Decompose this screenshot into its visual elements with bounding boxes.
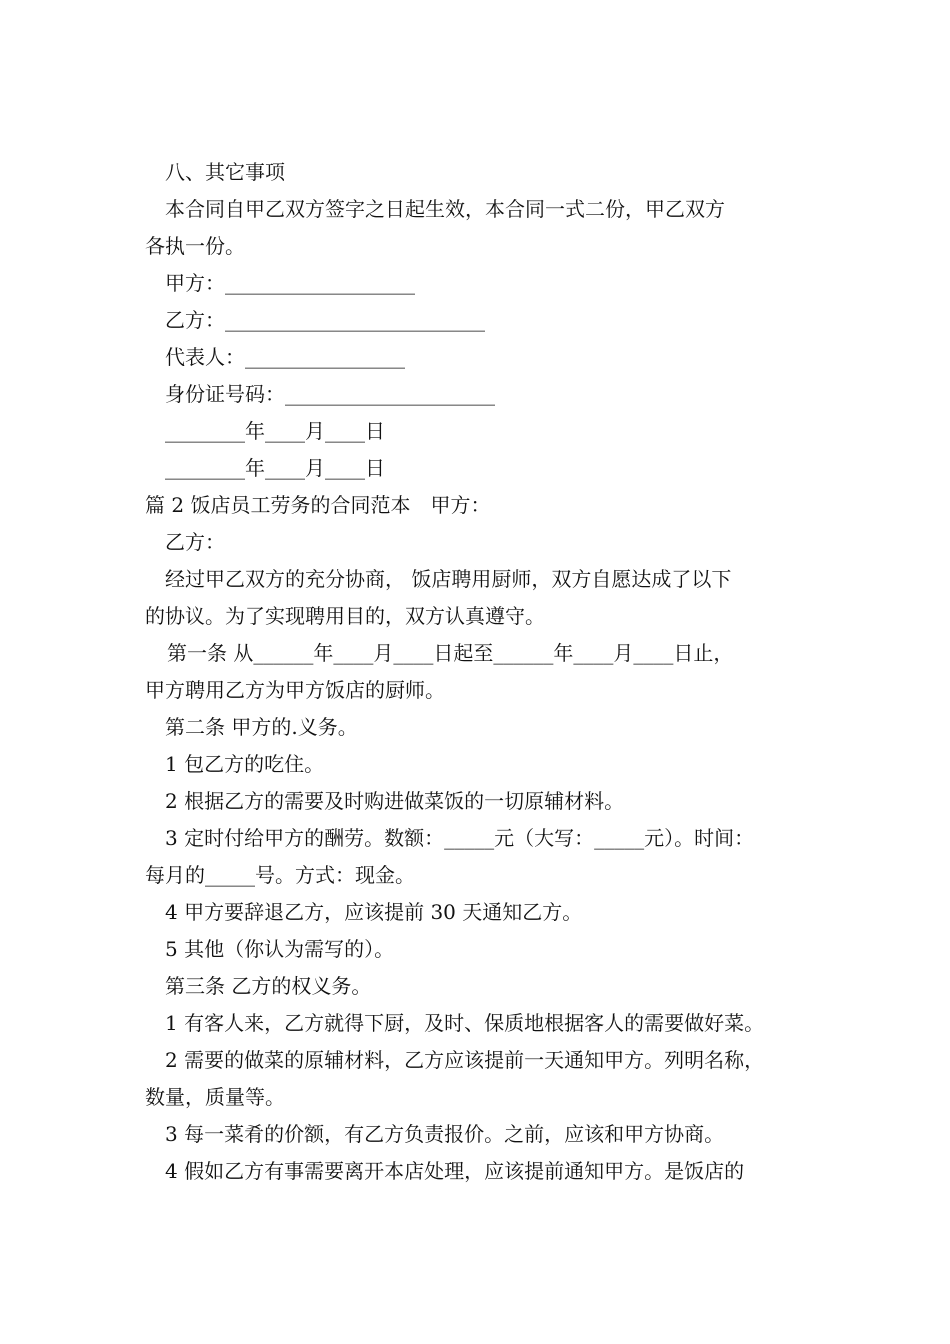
paragraph-line: 经过甲乙双方的充分协商， 饭店聘用厨师，双方自愿达成了以下	[165, 567, 732, 591]
section-heading-other-matters: 八、其它事项	[165, 160, 285, 184]
list-item: 1 包乙方的吃住。	[165, 752, 325, 776]
list-item: 5 其他（你认为需写的）。	[165, 937, 395, 961]
signature-date: ________年____月____日	[165, 456, 385, 480]
paragraph-line: 本合同自甲乙双方签字之日起生效，本合同一式二份，甲乙双方	[165, 197, 725, 221]
paragraph-line: 每月的_____号。方式：现金。	[145, 863, 415, 887]
signature-party-b: 乙方：__________________________	[165, 308, 485, 332]
list-item: 4 甲方要辞退乙方，应该提前 30 天通知乙方。	[165, 900, 583, 924]
signature-representative: 代表人：________________	[165, 345, 405, 369]
contract-title: 篇 2 饭店员工劳务的合同范本 甲方：	[145, 493, 491, 517]
paragraph-line: 的协议。为了实现聘用目的，双方认真遵守。	[145, 604, 545, 628]
article-one: 第一条 从______年____月____日起至______年____月____日止，	[167, 641, 734, 665]
paragraph-line: 各执一份。	[145, 234, 245, 258]
party-b-label: 乙方：	[165, 530, 225, 554]
document-page	[145, 154, 825, 1190]
article-three: 第三条 乙方的权义务。	[165, 974, 372, 998]
signature-date: ________年____月____日	[165, 419, 385, 443]
paragraph-line: 甲方聘用乙方为甲方饭店的厨师。	[145, 678, 445, 702]
list-item: 3 定时付给甲方的酬劳。数额：_____元（大写：_____元）。时间：	[165, 826, 755, 850]
article-two: 第二条 甲方的.义务。	[165, 715, 358, 739]
list-item: 3 每一菜肴的价额，有乙方负责报价。之前，应该和甲方协商。	[165, 1122, 725, 1146]
list-item: 4 假如乙方有事需要离开本店处理，应该提前通知甲方。是饭店的	[165, 1159, 745, 1183]
paragraph-line: 数量，质量等。	[145, 1085, 285, 1109]
list-item: 2 需要的做菜的原辅材料，乙方应该提前一天通知甲方。列明名称，	[165, 1048, 765, 1072]
list-item: 2 根据乙方的需要及时购进做菜饭的一切原辅材料。	[165, 789, 625, 813]
list-item: 1 有客人来，乙方就得下厨，及时、保质地根据客人的需要做好菜。	[165, 1011, 765, 1035]
signature-party-a: 甲方：___________________	[165, 271, 415, 295]
signature-id-number: 身份证号码：_____________________	[165, 382, 495, 406]
